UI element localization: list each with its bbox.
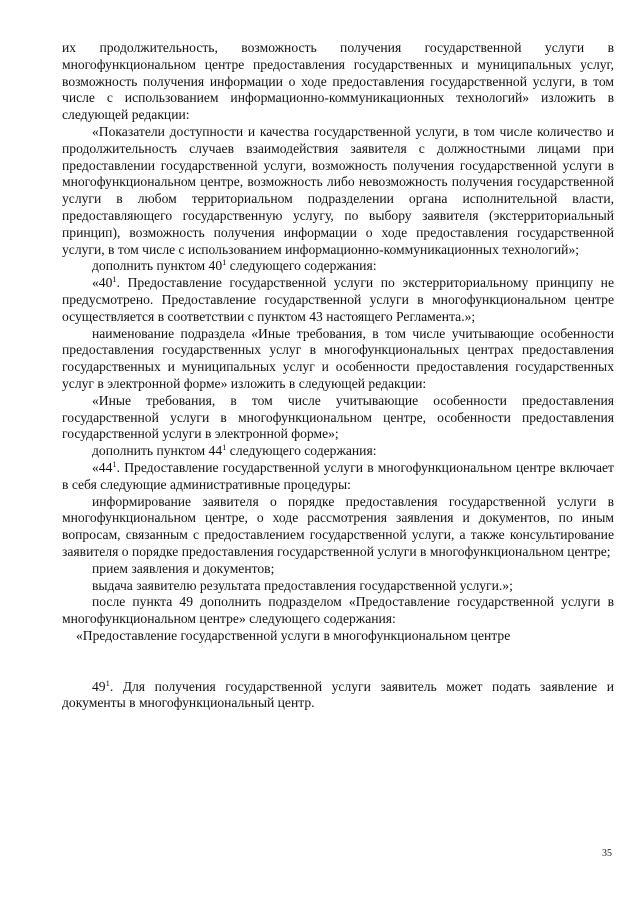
paragraph-p11 bbox=[62, 578, 614, 595]
superscript-index: 1 bbox=[222, 257, 227, 268]
paragraph-text: информирование заявителя о порядке предоставления государственной услуги в многофункциональном центре, о ходе рассмотрения заявления и документов, по иным вопросам, связанным с предоставлением государственной услуги, а также консультирование заявителя о порядке предоставления государственной услуги в многофункциональном центре; bbox=[62, 493, 614, 559]
paragraph-text: прием заявления и документов; bbox=[92, 560, 275, 576]
paragraph-text: «44 bbox=[92, 459, 113, 475]
paragraph-text: . Предоставление государственной услуги по экстерриториальному принципу не предусмотрено. Предоставление государственной услуги в многофункциональном центре осуществляется в соответствии с пунктом 43 настоящего Регламента.»; bbox=[62, 275, 614, 324]
paragraph-p9 bbox=[62, 494, 614, 561]
paragraph-p5 bbox=[62, 326, 614, 393]
paragraph-p7 bbox=[62, 443, 614, 460]
paragraph-text: «Предоставление государственной услуги в многофункциональном центре bbox=[76, 627, 511, 643]
paragraph-p6 bbox=[62, 393, 614, 443]
paragraph-p8 bbox=[62, 460, 614, 494]
paragraph-text: наименование подраздела «Иные требования, в том числе учитывающие особенности предоставления государственных услуг в многофункциональных центрах предоставления государственных и муниципальных услуг и особенности предоставления государственных услуг в электронной форме» изложить в следующей редакции: bbox=[62, 325, 614, 391]
paragraph-text: «Показатели доступности и качества государственной услуги, в том числе количество и продолжительность случаев взаимодействия заявителя с должностными лицами при предоставлении государственной услуги, возможность получения государственной услуги в многофункциональном центре, возможность либо невозможность получения государственной услуги в любом территориальном подразделении органа исполнительной власти, предоставляющего государственную услугу, по выбору заявителя (экстерриториальный принцип), возможность получения информации о ходе предоставления государственной услуги, в том числе с использованием информационно-коммуникационных технологий»; bbox=[62, 123, 614, 257]
paragraph-p14 bbox=[62, 679, 614, 713]
paragraph-p1 bbox=[62, 40, 614, 124]
paragraph-p3 bbox=[62, 258, 614, 275]
paragraph-p10 bbox=[62, 561, 614, 578]
paragraph-text: следующего содержания: bbox=[226, 258, 377, 274]
paragraph-p2 bbox=[62, 124, 614, 258]
paragraph-text: после пункта 49 дополнить подразделом «Предоставление государственной услуги в многофункциональном центре» следующего содержания: bbox=[62, 594, 614, 627]
superscript-index: 1 bbox=[222, 442, 227, 453]
paragraph-text: «Иные требования, в том числе учитывающие особенности предоставления государственной услуги в многофункциональном центре, особенности предоставления государственной услуги в электронной форме»; bbox=[62, 392, 614, 442]
paragraph-text: дополнить пунктом 40 bbox=[92, 258, 223, 274]
superscript-index: 1 bbox=[112, 274, 117, 285]
superscript-index: 1 bbox=[112, 458, 117, 469]
paragraph-p12 bbox=[62, 594, 614, 628]
document-body bbox=[62, 40, 614, 712]
paragraph-text: 49 bbox=[92, 678, 106, 694]
paragraph-text: выдача заявителю результата предоставления государственной услуги.»; bbox=[92, 577, 513, 593]
paragraph-p13 bbox=[62, 628, 614, 645]
paragraph-p4 bbox=[62, 275, 614, 325]
paragraph-text: следующего содержания: bbox=[226, 443, 377, 459]
paragraph-text: их продолжительность, возможность получения государственной услуги в многофункциональном центре предоставления государственных и муниципальных услуг, возможность получения информации о ходе предоставления государственной услуги, в том числе с использованием информационно-коммуникационных технологий» изложить в следующей редакции: bbox=[62, 40, 614, 123]
page-number: 35 bbox=[602, 848, 612, 859]
paragraph-text: . Для получения государственной услуги заявитель может подать заявление и документы в многофункциональный центр. bbox=[62, 678, 614, 711]
paragraph-text: дополнить пунктом 44 bbox=[92, 443, 223, 459]
superscript-index: 1 bbox=[105, 677, 110, 688]
paragraph-text: «40 bbox=[92, 275, 113, 291]
paragraph-text: . Предоставление государственной услуги в многофункциональном центре включает в себя следующие административные процедуры: bbox=[62, 459, 614, 492]
